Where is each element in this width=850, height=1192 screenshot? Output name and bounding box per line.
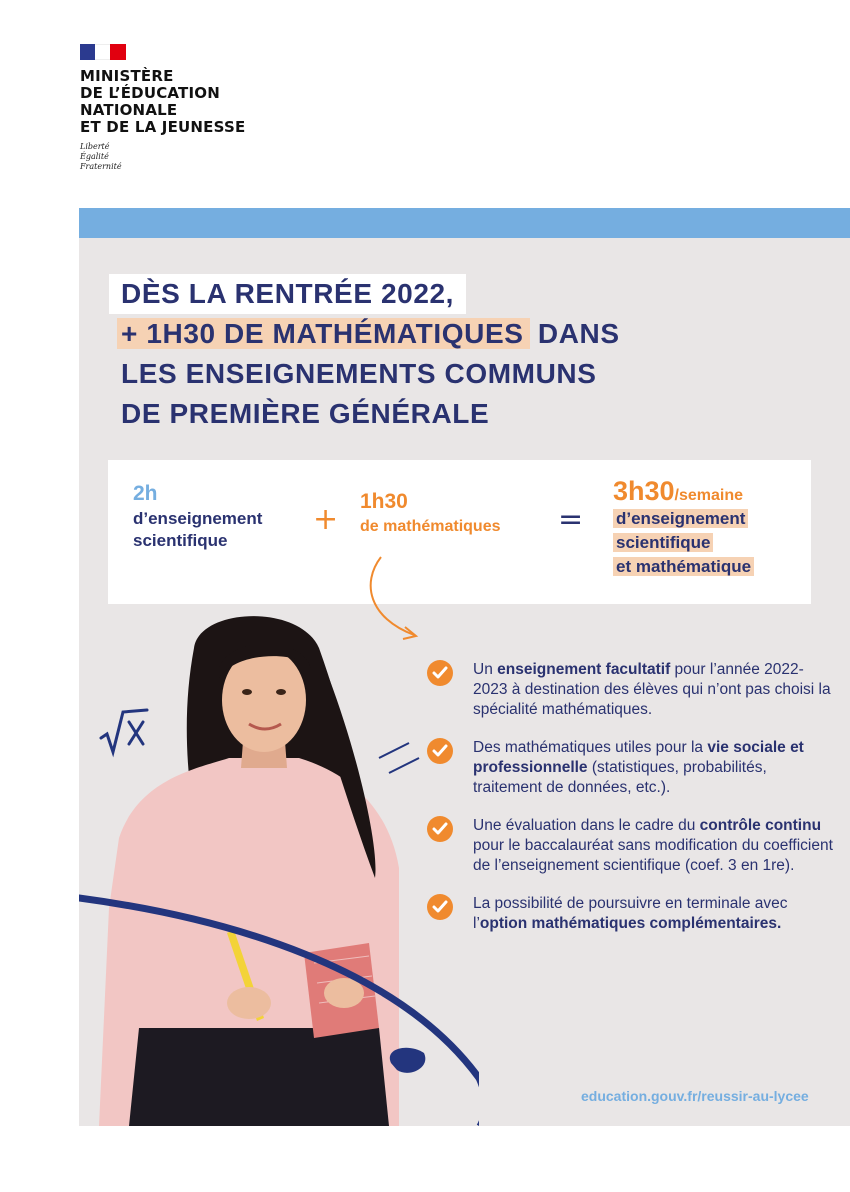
student-illustration <box>79 608 479 1126</box>
term-1-label: d’enseignement scientifique <box>133 509 263 550</box>
equation-box <box>108 460 811 604</box>
checkmark-icon <box>427 894 453 920</box>
headline-highlight: + 1H30 DE MATHÉMATIQUES <box>117 318 530 349</box>
headline-line-1: DÈS LA RENTRÉE 2022, <box>109 274 466 314</box>
sqrt-x-doodle <box>101 710 147 752</box>
headline-line-3: LES ENSEIGNEMENTS COMMUNS <box>121 358 597 389</box>
equation-term-1 <box>133 482 262 552</box>
result-unit: /semaine <box>674 487 744 504</box>
french-flag-icon <box>80 44 126 60</box>
list-item: La possibilité de poursuivre en terminale avec l’option mathématiques complémentaires. <box>427 894 837 934</box>
checkmark-icon <box>427 816 453 842</box>
list-item: Un enseignement facultatif pour l’année 2022-2023 à destination des élèves qui n’ont pas choisi la spécialité mathématiques. <box>427 660 837 720</box>
headline-line-4: DE PREMIÈRE GÉNÉRALE <box>121 398 490 429</box>
republic-motto: Liberté Égalité Fraternité <box>80 142 122 171</box>
equation-term-2 <box>360 490 500 536</box>
benefits-list <box>427 660 837 952</box>
main-panel <box>79 208 850 1126</box>
ministry-name: MINISTÈRE DE L’ÉDUCATION NATIONALE ET DE LA JEUNESSE <box>80 67 246 136</box>
top-accent-bar <box>79 208 850 238</box>
term-2-value: 1h30 <box>360 490 408 513</box>
footer-link[interactable]: education.gouv.fr/reussir-au-lycee <box>581 1088 809 1104</box>
ministry-logo <box>80 44 245 172</box>
result-value: 3h30/semaine <box>613 476 744 506</box>
list-item: Une évaluation dans le cadre du contrôle continu pour le baccalauréat sans modification du coefficient de l’enseignement scientifique (coef. 3 en 1re). <box>427 816 837 876</box>
equation-result <box>613 476 754 579</box>
checkmark-icon <box>427 660 453 686</box>
plus-sign: + <box>313 502 339 537</box>
term-1-value: 2h <box>133 482 158 505</box>
result-label: d’enseignement scientifique et mathématique <box>613 507 754 579</box>
headline-line-2: + 1H30 DE MATHÉMATIQUES DANS <box>109 314 620 354</box>
checkmark-icon <box>427 738 453 764</box>
term-2-label: de mathématiques <box>360 518 501 535</box>
headline <box>109 274 620 434</box>
list-item: Des mathématiques utiles pour la vie sociale et professionnelle (statistiques, probabilités, traitement de données, etc.). <box>427 738 837 798</box>
equals-sign: = <box>558 502 584 537</box>
